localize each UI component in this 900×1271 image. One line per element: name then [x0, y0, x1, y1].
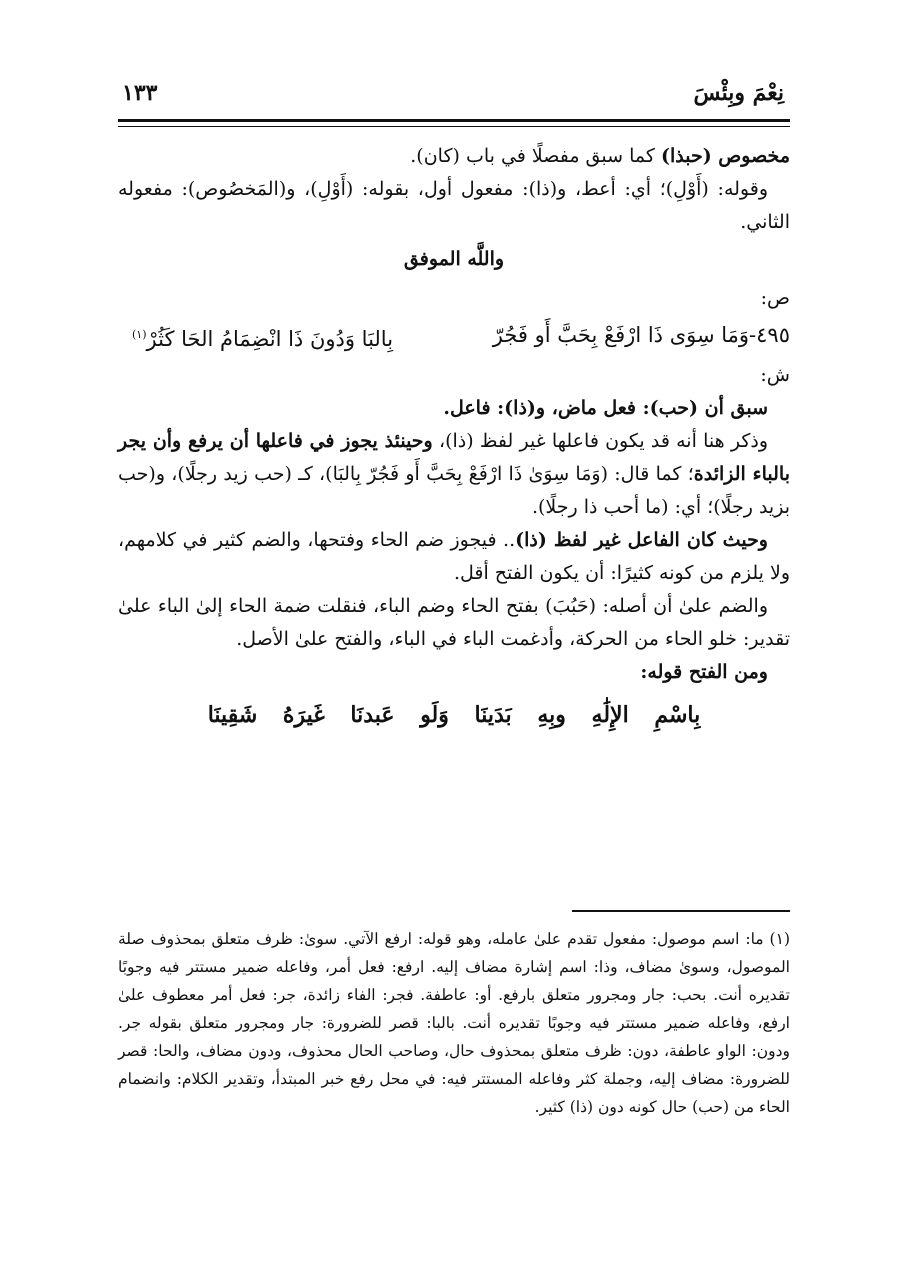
footnote: [118, 925, 790, 1121]
header-rule-thin: [118, 126, 790, 127]
paragraph: وقوله: (أَوْلِ)؛ أي: أعط، و(ذا): مفعول أول، بقوله: (أَوْلِ)، و(المَخصُوص): مفعوله الثاني.: [118, 178, 790, 233]
paragraph: والضم علىٰ أن أصله: (حَبُبَ) بفتح الحاء وضم الباء، فنقلت ضمة الحاء إلىٰ الباء علىٰ تقدير: خلو الحاء من الحركة، وأدغمت الباء في الباء، والفتح علىٰ الأصل.: [118, 595, 790, 650]
paragraph: ومن الفتح قوله:: [640, 661, 768, 683]
verse-hemistich-1: ٤٩٥-وَمَا سِوَى ذَا ارْفَعْ بِحَبَّ أَو فَجُرّ: [492, 323, 790, 347]
paragraph: سبق أن (حب): فعل ماض، و(ذا): فاعل.: [443, 397, 768, 419]
header-rule-thick: [118, 119, 790, 122]
closing-phrase: واللَّه الموفق: [403, 248, 505, 270]
label-shin: ش:: [760, 364, 790, 386]
alfiya-verse: [118, 315, 790, 359]
quoted-verse: بِاسْمِ الإِلَٰهِ وبِهِ بَدَينَا وَلَو عَبدنَا غَيرَهُ شَقِينَا: [207, 702, 701, 728]
verse-hemistich-2: بِالبَا وَدُونَ ذَا انْضِمَامُ الحَا كَثُرْ$^{(١)}$: [132, 327, 394, 351]
chapter-title: نِعْمَ وبِئْسَ: [693, 80, 784, 106]
label-sad: ص:: [760, 287, 790, 309]
footnote-mark[interactable]: (١): [132, 328, 147, 341]
paragraph: وذكر هنا أنه قد يكون فاعلها غير لفظ (ذا)، وحينئذ يجوز في فاعلها أن يرفع وأن يجر بالباء الزائدة؛ كما قال: (وَمَا سِوَىٰ ذَا ارْفَعْ بِحَبَّ أَو فَجُرّ بِالبَا)، كـ (حب زيد رجلًا)، و(حب بزيد رجلًا)؛ أي: (ما أحب ذا رجلًا).: [118, 430, 790, 518]
footnote-text: (١) ما: اسم موصول: مفعول تقدم علىٰ عامله، وهو قوله: ارفع الآتي. سوىٰ: ظرف متعلق بمحذوف صلة الموصول، وسوىٰ مضاف، وذا: اسم إشارة مضاف إليه. ارفع: فعل أمر، وفاعله ضمير مستتر فيه وجوبًا تقديره أنت. بحب: جار ومجرور متعلق بارفع. أو: عاطفة. فجر: الفاء زائدة، جر: فعل أمر معطوف علىٰ ارفع، وفاعله ضمير مستتر فيه وجوبًا تقديره أنت. بالبا: قصر للضرورة: جار ومجرور متعلق بقوله جر. ودون: الواو عاطفة، دون: ظرف متعلق بمحذوف حال، وصاحب الحال محذوف، ودون مضاف، والحا: قصر للضرورة: مضاف إليه، وجملة كثر وفاعله المستتر فيه: في محل رفع خبر المبتدأ، وتقدير الكلام: وانضمام الحاء من (حب) حال كونه دون (ذا) كثير.: [118, 930, 790, 1116]
paragraph: وحيث كان الفاعل غير لفظ (ذا).. فيجوز ضم الحاء وفتحها، والضم كثير في كلامهم، ولا يلزم من كونه كثيرًا: أن يكون الفتح أقل.: [118, 529, 790, 584]
main-text: [118, 140, 790, 732]
paragraph: مخصوص (حبذا) كما سبق مفصلًا في باب (كان).: [410, 145, 790, 167]
footnote-rule: [572, 910, 790, 912]
page-number: ١٣٣: [122, 80, 158, 106]
running-header: [118, 80, 790, 114]
